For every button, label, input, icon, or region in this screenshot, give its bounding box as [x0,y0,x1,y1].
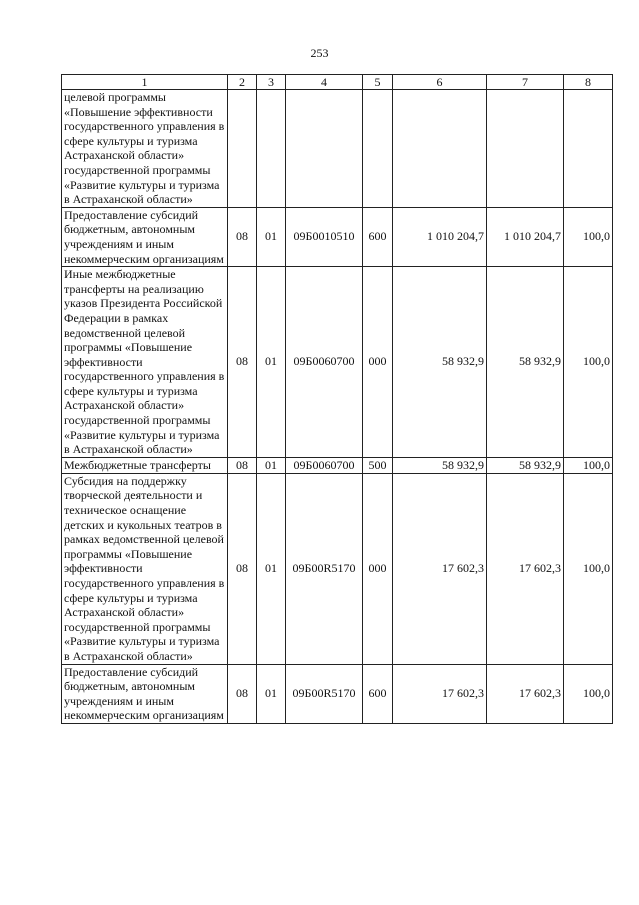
target-article-code: 09Б00R5170 [286,664,363,723]
execution-percent: 100,0 [564,267,613,458]
planned-amount: 1 010 204,7 [393,207,487,266]
executed-amount [487,90,564,208]
row-description: целевой программы «Повышение эффективности государственного управления в сфере культуры и туризма Астраханской области» государственной программы «Развитие культуры и туризма в Астраханской области» [62,90,228,208]
expense-type-code: 000 [363,267,393,458]
table-row [62,473,613,664]
target-article-code: 09Б0060700 [286,267,363,458]
page-number: 253 [310,46,329,60]
column-header: 8 [564,75,613,90]
executed-amount: 1 010 204,7 [487,207,564,266]
column-header: 4 [286,75,363,90]
subsection-code: 01 [257,267,286,458]
column-header: 6 [393,75,487,90]
planned-amount: 58 932,9 [393,267,487,458]
section-code: 08 [228,473,257,664]
subsection-code: 01 [257,473,286,664]
table-row [62,457,613,473]
execution-percent: 100,0 [564,207,613,266]
section-code: 08 [228,457,257,473]
target-article-code [286,90,363,208]
table-row [62,267,613,458]
subsection-code: 01 [257,457,286,473]
row-description: Межбюджетные трансферты [62,457,228,473]
executed-amount: 58 932,9 [487,457,564,473]
expense-type-code: 500 [363,457,393,473]
header-row [62,75,613,90]
column-header: 1 [62,75,228,90]
table-row [62,207,613,266]
target-article-code: 09Б0060700 [286,457,363,473]
execution-percent: 100,0 [564,664,613,723]
column-header: 2 [228,75,257,90]
section-code [228,90,257,208]
column-header: 3 [257,75,286,90]
execution-percent: 100,0 [564,457,613,473]
subsection-code: 01 [257,207,286,266]
executed-amount: 58 932,9 [487,267,564,458]
target-article-code: 09Б00R5170 [286,473,363,664]
section-code: 08 [228,664,257,723]
executed-amount: 17 602,3 [487,473,564,664]
row-description: Иные межбюджетные трансферты на реализацию указов Президента Российской Федерации в рамках ведомственной целевой программы «Повышение эффективности государственного управления в сфере культуры и туризма Астраханской области» государственной программы «Развитие культуры и туризма в Астраханской области» [62,267,228,458]
table-row [62,664,613,723]
table-row [62,90,613,208]
target-article-code: 09Б0010510 [286,207,363,266]
expense-type-code: 600 [363,207,393,266]
planned-amount: 17 602,3 [393,473,487,664]
planned-amount: 58 932,9 [393,457,487,473]
section-code: 08 [228,267,257,458]
column-header: 7 [487,75,564,90]
expense-type-code: 000 [363,473,393,664]
subsection-code [257,90,286,208]
row-description: Предоставление субсидий бюджетным, автономным учреждениям и иным некоммерческим организациям [62,207,228,266]
subsection-code: 01 [257,664,286,723]
section-code: 08 [228,207,257,266]
executed-amount: 17 602,3 [487,664,564,723]
expense-type-code [363,90,393,208]
execution-percent [564,90,613,208]
row-description: Предоставление субсидий бюджетным, автономным учреждениям и иным некоммерческим организациям [62,664,228,723]
execution-percent: 100,0 [564,473,613,664]
planned-amount [393,90,487,208]
planned-amount: 17 602,3 [393,664,487,723]
column-header: 5 [363,75,393,90]
row-description: Субсидия на поддержку творческой деятельности и техническое оснащение детских и кукольных театров в рамках ведомственной целевой программы «Повышение эффективности государственного управления в сфере культуры и туризма Астраханской области» государственной программы «Развитие культуры и туризма в Астраханской области» [62,473,228,664]
expense-type-code: 600 [363,664,393,723]
budget-table [61,74,613,724]
